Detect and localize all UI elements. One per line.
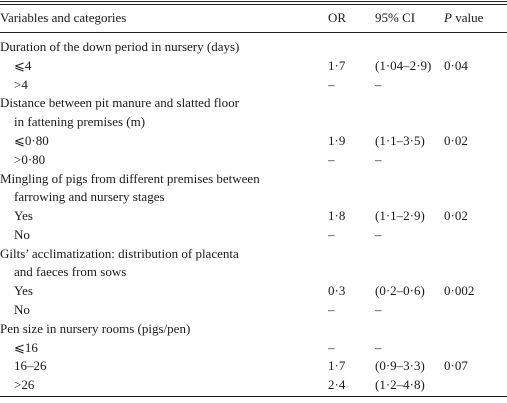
row-p-value: 0·07: [444, 358, 468, 374]
row-label: Pen size in nursery rooms (pigs/pen): [0, 320, 191, 336]
table-row: [0, 57, 507, 75]
table-row: [0, 339, 507, 357]
table-row: [0, 301, 507, 319]
header-variables: Variables and categories: [0, 10, 127, 25]
row-p-value: 0·02: [444, 208, 468, 223]
row-ci: (1·04–2·9): [375, 57, 432, 73]
table-row: [0, 282, 507, 300]
row-label: ⩽0·80: [14, 132, 49, 148]
row-label: farrowing and nursery stages: [14, 189, 165, 205]
row-or: –: [328, 339, 335, 355]
header-p-letter: P: [444, 10, 452, 25]
row-or: 1·8: [328, 208, 346, 223]
row-or: 1·9: [328, 132, 346, 148]
header-rule: [0, 32, 507, 33]
row-ci: (1·2–4·8): [375, 377, 425, 392]
table-row: [0, 151, 507, 169]
row-ci: –: [375, 76, 382, 92]
row-ci: –: [375, 226, 382, 242]
row-label: Yes: [14, 208, 33, 223]
table-row: [0, 94, 507, 112]
header-ci: 95% CI: [375, 10, 416, 25]
row-label: and faeces from sows: [14, 264, 127, 280]
row-or: 1·7: [328, 358, 346, 374]
row-or: 1·7: [328, 57, 346, 73]
table-row: [0, 207, 507, 225]
row-label: No: [14, 226, 30, 242]
table-row: [0, 263, 507, 281]
row-p-value: 0·04: [444, 57, 468, 73]
row-ci: (1·1–2·9): [375, 208, 425, 223]
header-p-value: [444, 9, 483, 27]
row-label: >0·80: [14, 151, 46, 167]
table-header: [0, 9, 507, 27]
row-label: Yes: [14, 283, 33, 299]
row-p-value: 0·02: [444, 132, 468, 148]
row-label: 16–26: [14, 358, 47, 374]
table-row: [0, 170, 507, 188]
row-ci: (0·2–0·6): [375, 283, 425, 299]
row-label: ⩽4: [14, 57, 32, 73]
table-row: [0, 188, 507, 206]
row-or: –: [328, 76, 335, 92]
bottom-rule: [0, 396, 507, 397]
row-or: –: [328, 151, 335, 167]
row-or: –: [328, 226, 335, 242]
row-or: –: [328, 301, 335, 317]
table-row: [0, 113, 507, 131]
row-ci: (1·1–3·5): [375, 132, 425, 148]
table-row: [0, 376, 507, 394]
table-row: [0, 38, 507, 56]
row-p-value: 0·002: [444, 283, 475, 299]
row-label: Gilts’ acclimatization: distribution of placenta: [0, 245, 239, 261]
table-row: [0, 245, 507, 263]
header-or: OR: [328, 10, 347, 25]
row-ci: –: [375, 151, 382, 167]
row-or: 0·3: [328, 283, 346, 299]
row-label: in fattening premises (m): [14, 114, 146, 130]
row-label: Duration of the down period in nursery (days): [0, 39, 240, 54]
row-ci: –: [375, 301, 382, 317]
table-row: [0, 320, 507, 338]
row-label: Mingling of pigs from different premises between: [0, 170, 260, 186]
table-row: [0, 357, 507, 375]
row-or: 2·4: [328, 377, 346, 392]
table-row: [0, 76, 507, 94]
row-ci: (0·9–3·3): [375, 358, 425, 374]
top-rule-2: [0, 4, 507, 5]
header-p-rest: value: [451, 10, 484, 25]
row-label: No: [14, 301, 30, 317]
top-rule-1: [0, 1, 507, 2]
row-label: Distance between pit manure and slatted floor: [0, 95, 239, 111]
row-label: ⩽16: [14, 339, 38, 355]
row-label: >4: [14, 76, 28, 92]
table-row: [0, 132, 507, 150]
row-label: >26: [14, 377, 35, 392]
row-ci: –: [375, 339, 382, 355]
table-row: [0, 226, 507, 244]
